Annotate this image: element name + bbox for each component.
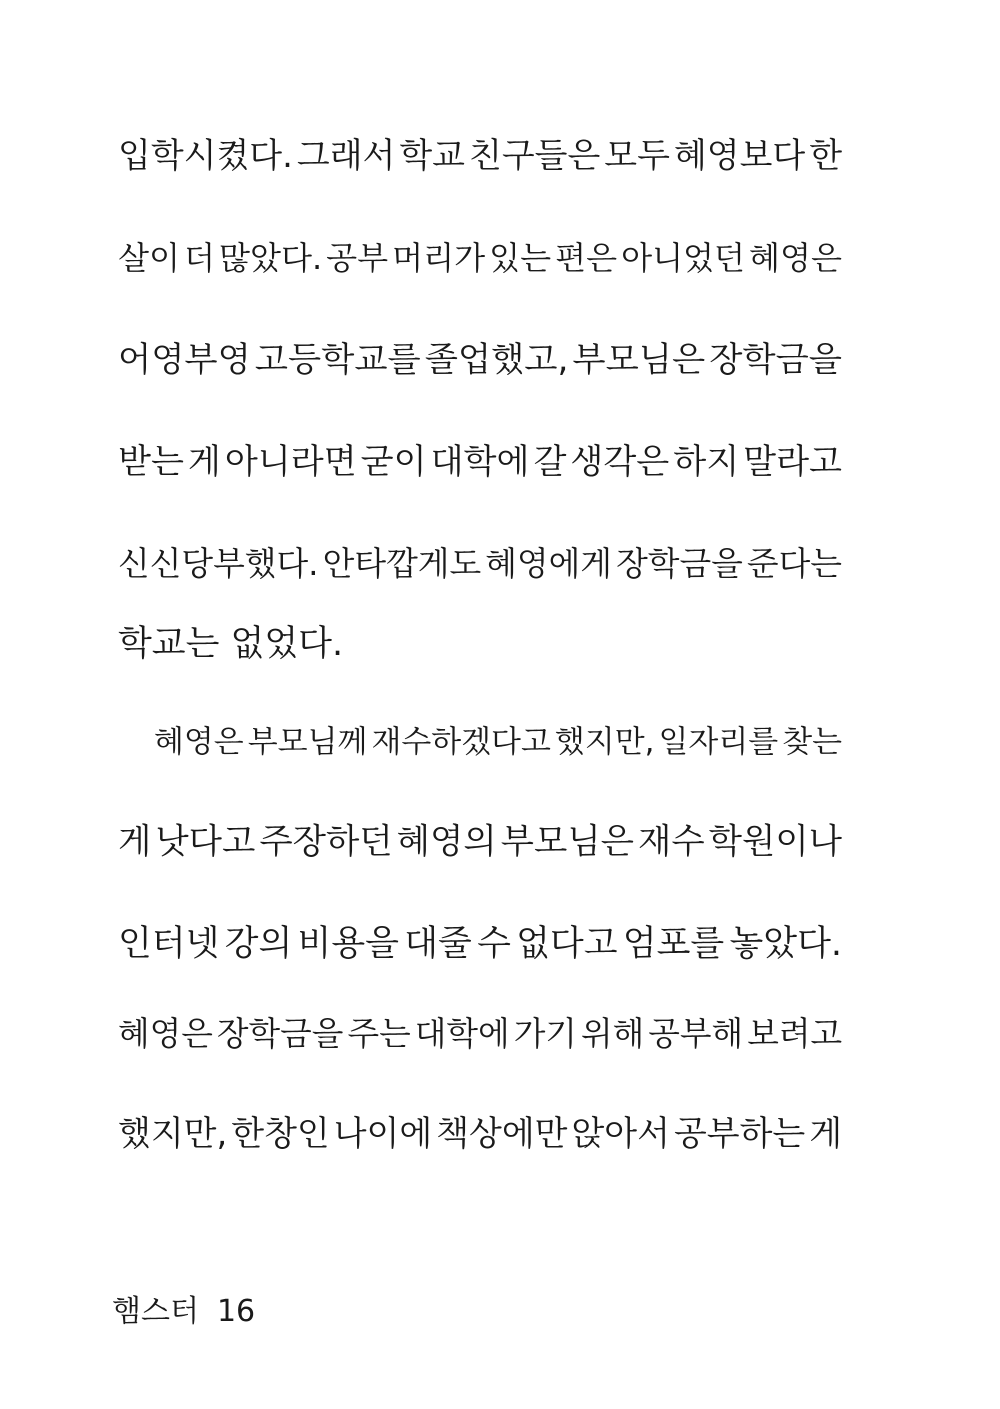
book-title: 햄스터 <box>112 1294 199 1329</box>
text-line-1: 입학시켰다. 그래서 학교 친구들은 모두 혜영보다 한 <box>118 136 843 176</box>
text-line-4: 받는 게 아니라면 굳이 대학에 갈 생각은 하지 말라고 <box>118 442 843 482</box>
text-line-2: 살이 더 많았다. 공부 머리가 있는 편은 아니었던 혜영은 <box>118 239 842 277</box>
text-line-9: 인터넷 강의 비용을 대줄 수 없다고 엄포를 놓았다. <box>118 924 843 964</box>
text-line-8: 게 낫다고 주장하던 혜영의 부모님은 재수 학원이나 <box>118 822 842 862</box>
page-number: 16 <box>216 1294 256 1329</box>
text-line-11: 했지만, 한창인 나이에 책상에만 앉아서 공부하는 게 <box>118 1114 843 1154</box>
text-line-7: 혜영은 부모님께 재수하겠다고 했지만, 일자리를 찾는 <box>154 724 842 760</box>
text-line-6: 학교는 없었다. <box>118 624 344 664</box>
text-line-10: 혜영은 장학금을 주는 대학에 가기 위해 공부해 보려고 <box>118 1015 843 1053</box>
text-line-5: 신신당부했다. 안타깝게도 혜영에게 장학금을 준다는 <box>118 545 842 583</box>
page-footer <box>112 1290 255 1334</box>
text-line-3: 어영부영 고등학교를 졸업했고, 부모님은 장학금을 <box>118 340 842 380</box>
